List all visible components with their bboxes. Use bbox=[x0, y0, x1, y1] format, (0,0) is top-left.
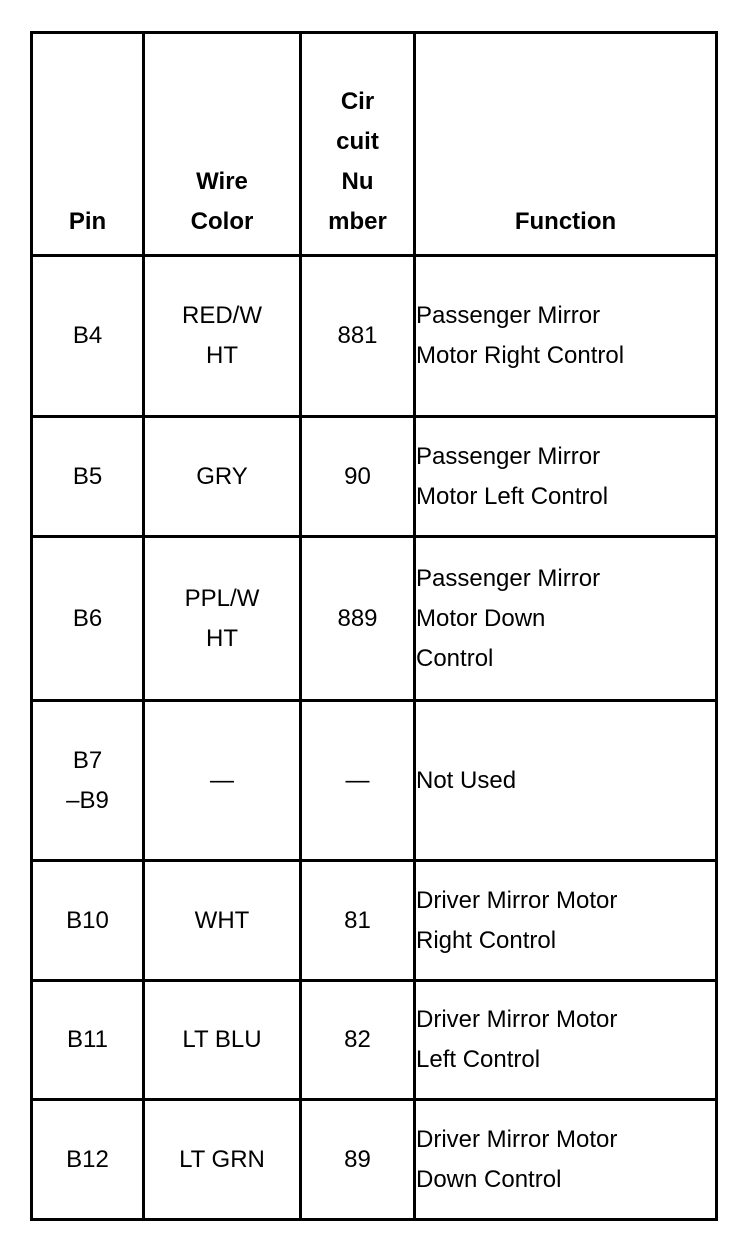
cell-line: HT bbox=[206, 624, 238, 652]
cell-line: Passenger Mirror bbox=[416, 564, 601, 592]
cell-line: B11 bbox=[67, 1026, 108, 1053]
cell-line: 90 bbox=[344, 462, 371, 490]
cell-line: 89 bbox=[344, 1145, 371, 1173]
cell-wire-color bbox=[144, 417, 301, 537]
cell-pin bbox=[32, 861, 144, 981]
cell-pin bbox=[32, 537, 144, 701]
table-row bbox=[32, 417, 717, 537]
header-circuit-number-line: cuit bbox=[336, 128, 379, 155]
cell-line: Motor Down bbox=[416, 604, 546, 632]
cell-wire-color bbox=[144, 981, 301, 1100]
cell-line: B10 bbox=[66, 906, 109, 934]
cell-circuit-number bbox=[301, 537, 415, 701]
cell-line: Not Used bbox=[416, 766, 517, 794]
header-pin bbox=[32, 33, 144, 256]
cell-wire-color bbox=[144, 256, 301, 417]
cell-line: B6 bbox=[72, 604, 103, 632]
header-row bbox=[32, 33, 717, 256]
header-wire-color-line: Wire bbox=[196, 168, 248, 195]
cell-line: Passenger Mirror bbox=[416, 442, 601, 470]
cell-line: Right Control bbox=[416, 926, 557, 954]
cell-line: PPL/W bbox=[184, 584, 260, 612]
cell-line: 881 bbox=[337, 322, 378, 349]
cell-line: 81 bbox=[344, 906, 371, 934]
cell-line: Passenger Mirror bbox=[416, 302, 601, 329]
cell-circuit-number bbox=[301, 981, 415, 1100]
cell-line: LT BLU bbox=[182, 1026, 262, 1053]
header-function bbox=[415, 33, 717, 256]
cell-circuit-number bbox=[301, 417, 415, 537]
cell-line: –B9 bbox=[66, 786, 109, 814]
cell-line: 889 bbox=[337, 604, 378, 632]
cell-line: Motor Left Control bbox=[416, 482, 609, 510]
cell-pin bbox=[32, 701, 144, 861]
cell-line: 82 bbox=[344, 1026, 371, 1053]
table-row bbox=[32, 1100, 717, 1220]
cell-function bbox=[415, 256, 717, 417]
table-row bbox=[32, 256, 717, 417]
cell-pin bbox=[32, 981, 144, 1100]
cell-line: — bbox=[345, 766, 370, 794]
cell-line: B7 bbox=[72, 746, 103, 774]
cell-line: RED/W bbox=[182, 302, 262, 329]
cell-wire-color bbox=[144, 1100, 301, 1220]
cell-line: WHT bbox=[194, 906, 250, 934]
cell-line: Down Control bbox=[416, 1165, 562, 1193]
header-function-line: Function bbox=[514, 208, 617, 235]
cell-pin bbox=[32, 256, 144, 417]
cell-line: LT GRN bbox=[179, 1145, 265, 1173]
cell-circuit-number bbox=[301, 256, 415, 417]
cell-line: HT bbox=[206, 342, 238, 369]
cell-line: Driver Mirror Motor bbox=[416, 1006, 618, 1033]
cell-line: B4 bbox=[72, 322, 103, 349]
cell-function bbox=[415, 417, 717, 537]
table-row bbox=[32, 981, 717, 1100]
header-circuit-number-line: mber bbox=[328, 208, 387, 235]
header-circuit-number-line: Nu bbox=[341, 168, 374, 195]
cell-line: Driver Mirror Motor bbox=[416, 1125, 618, 1153]
cell-line: — bbox=[210, 766, 234, 794]
cell-function bbox=[415, 701, 717, 861]
cell-line: B12 bbox=[66, 1145, 109, 1173]
header-pin-line: Pin bbox=[68, 208, 107, 235]
table-row bbox=[32, 537, 717, 701]
cell-circuit-number bbox=[301, 861, 415, 981]
cell-line: Left Control bbox=[416, 1046, 541, 1073]
cell-wire-color bbox=[144, 701, 301, 861]
table-row bbox=[32, 701, 717, 861]
header-circuit-number-line: Cir bbox=[340, 88, 375, 115]
cell-wire-color bbox=[144, 861, 301, 981]
cell-line: GRY bbox=[196, 462, 248, 490]
pin-table bbox=[30, 31, 718, 1221]
header-circuit-number bbox=[301, 33, 415, 256]
cell-line: Driver Mirror Motor bbox=[416, 886, 618, 914]
cell-circuit-number bbox=[301, 701, 415, 861]
cell-circuit-number bbox=[301, 1100, 415, 1220]
cell-pin bbox=[32, 1100, 144, 1220]
cell-function bbox=[415, 537, 717, 701]
cell-function bbox=[415, 861, 717, 981]
cell-function bbox=[415, 981, 717, 1100]
header-wire-color-line: Color bbox=[190, 208, 254, 235]
cell-line: Motor Right Control bbox=[416, 342, 625, 369]
cell-wire-color bbox=[144, 537, 301, 701]
header-wire-color bbox=[144, 33, 301, 256]
cell-line: Control bbox=[416, 644, 494, 672]
cell-function bbox=[415, 1100, 717, 1220]
cell-line: B5 bbox=[72, 462, 103, 490]
cell-pin bbox=[32, 417, 144, 537]
table-row bbox=[32, 861, 717, 981]
